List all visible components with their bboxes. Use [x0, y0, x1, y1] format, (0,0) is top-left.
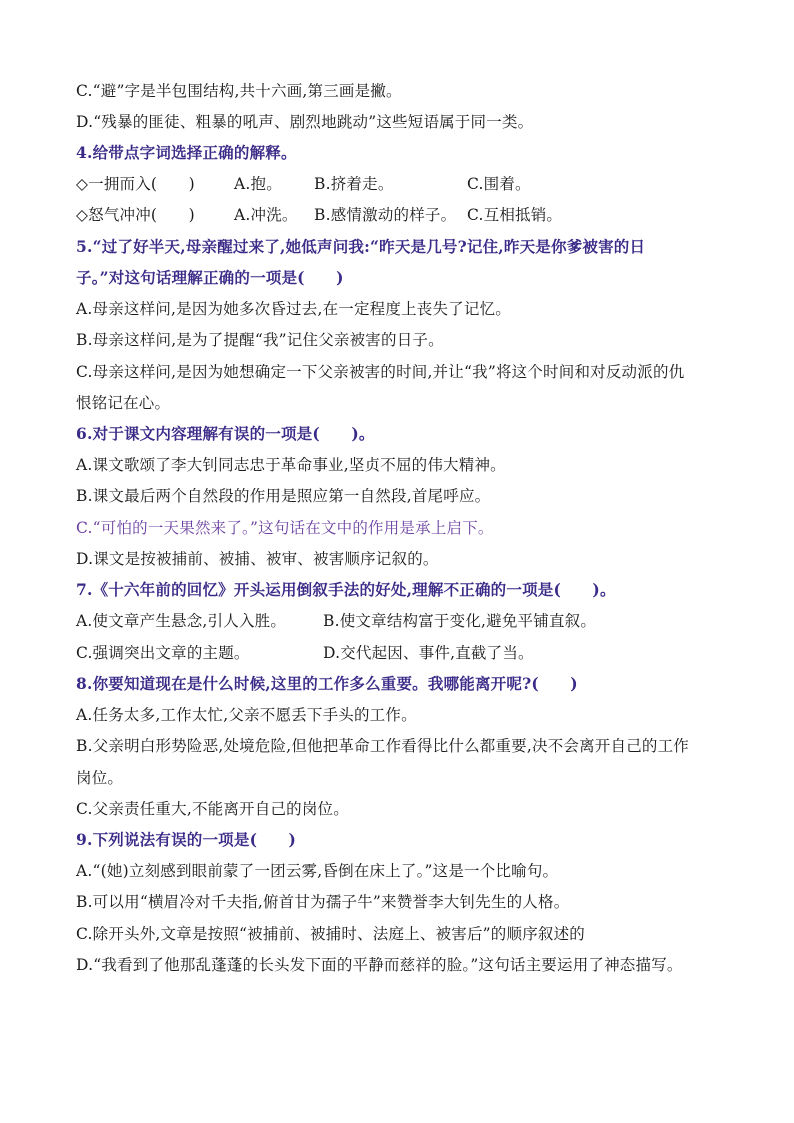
q4-item-2-option-b: B.感情激动的样子。: [314, 206, 457, 224]
q7-option-d: D.交代起因、事件,直截了当。: [323, 644, 534, 662]
option-d-line: D.“残暴的匪徒、粗暴的吼声、剧烈地跳动”这些短语属于同一类。: [76, 113, 534, 131]
q4-item-1-option-c: C.围着。: [467, 175, 531, 193]
q8-option-b-line-2: 岗位。: [76, 769, 124, 787]
q4-item-2-stem: ◇怒气冲冲( ): [76, 206, 195, 224]
q4-item-2-option-a: A.冲洗。: [234, 206, 298, 224]
q4-item-1-option-a: A.抱。: [234, 175, 282, 193]
q8-option-c: C.父亲责任重大,不能离开自己的岗位。: [76, 800, 349, 818]
q7-option-a: A.使文章产生悬念,引人入胜。: [76, 612, 287, 630]
q5-option-b: B.母亲这样问,是为了提醒“我”记住父亲被害的日子。: [76, 331, 444, 349]
q4-item-2-option-c: C.互相抵销。: [467, 206, 563, 224]
q4-item-1-option-b: B.挤着走。: [314, 175, 394, 193]
q6-option-d: D.课文是按被捕前、被捕、被审、被害顺序记叙的。: [76, 550, 439, 568]
q7-options-row-2: [76, 642, 736, 664]
question-8: 8.你要知道现在是什么时候,这里的工作多么重要。我哪能离开呢?( ): [76, 674, 578, 693]
q4-item-1: [76, 173, 736, 195]
q8-option-b-line-1: B.父亲明白形势险恶,处境危险,但他把革命工作看得比什么都重要,决不会离开自己的工作: [76, 737, 690, 755]
q9-option-c: C.除开头外,文章是按照“被捕前、被捕时、法庭上、被害后”的顺序叙述的: [76, 925, 586, 943]
q9-option-a: A.“(她)立刻感到眼前蒙了一团云雾,昏倒在床上了。”这是一个比喻句。: [76, 862, 559, 880]
q7-option-b: B.使文章结构富于变化,避免平铺直叙。: [323, 612, 597, 630]
question-5-line-2: 子。”对这句话理解正确的一项是( ): [76, 268, 344, 287]
q6-option-b: B.课文最后两个自然段的作用是照应第一自然段,首尾呼应。: [76, 487, 491, 505]
q6-option-c: C.“可怕的一天果然来了。”这句话在文中的作用是承上启下。: [76, 519, 494, 537]
q4-item-1-stem: ◇一拥而入( ): [76, 175, 195, 193]
q8-option-a: A.任务太多,工作太忙,父亲不愿丢下手头的工作。: [76, 706, 417, 724]
q5-option-c-line-2: 恨铭记在心。: [76, 394, 171, 412]
question-9: 9.下列说法有误的一项是( ): [76, 830, 297, 849]
q9-option-b: B.可以用“横眉冷对千夫指,俯首甘为孺子牛”来赞誉李大钊先生的人格。: [76, 893, 570, 911]
question-7: 7.《十六年前的回忆》开头运用倒叙手法的好处,理解不正确的一项是( )。: [76, 580, 616, 599]
question-6: 6.对于课文内容理解有误的一项是( )。: [76, 424, 375, 443]
q6-option-a: A.课文歌颂了李大钊同志忠于革命事业,坚贞不屈的伟大精神。: [76, 456, 506, 474]
q5-option-c-line-1: C.母亲这样问,是因为她想确定一下父亲被害的时间,并让“我”将这个时间和对反动派的仇: [76, 363, 685, 381]
q9-option-d: D.“我看到了他那乱蓬蓬的长头发下面的平静而慈祥的脸。”这句话主要运用了神态描写。: [76, 956, 683, 974]
q4-item-2: [76, 204, 736, 226]
q7-options-row-1: [76, 610, 736, 632]
q7-option-c: C.强调突出文章的主题。: [76, 644, 250, 662]
question-4: 4.给带点字词选择正确的解释。: [76, 143, 297, 162]
q5-option-a: A.母亲这样问,是因为她多次昏过去,在一定程度上丧失了记忆。: [76, 300, 511, 318]
question-5-line-1: 5.“过了好半天,母亲醒过来了,她低声问我:“昨天是几号?记住,昨天是你爹被害的日: [76, 237, 646, 256]
option-c-line: C.“避”字是半包围结构,共十六画,第三画是撇。: [76, 82, 402, 100]
